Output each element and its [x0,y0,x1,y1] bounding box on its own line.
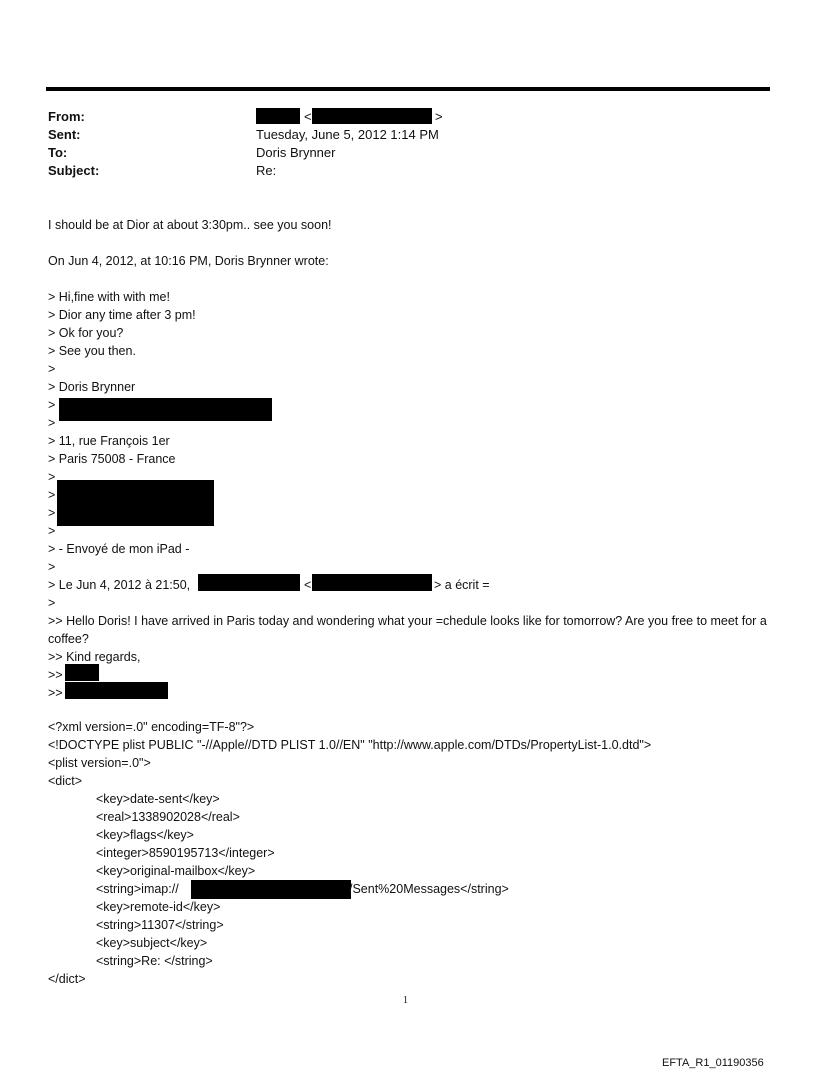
body-line: On Jun 4, 2012, at 10:16 PM, Doris Brynner wrote: [48,254,329,268]
from-label: From: [48,109,85,124]
xml-line: <!DOCTYPE plist PUBLIC "-//Apple//DTD PLIST 1.0//EN" "http://www.apple.com/DTDs/PropertyList-1.0.dtd"> [48,738,652,752]
quote-line: >> [48,668,63,682]
quote-line: > Hi,fine with with me! [48,290,170,304]
quote-line: > Paris 75008 - France [48,452,176,466]
quote-line: > Dior any time after 3 pm! [48,308,196,322]
quote-line: > - Envoyé de mon iPad - [48,542,190,556]
from-gt: > [435,109,443,124]
xml-line: <key>flags</key> [96,828,194,842]
redaction-sender-name [256,108,300,124]
quote-line: > [48,506,56,520]
xml-line: </dict> [48,972,86,986]
page-number: 1 [403,995,408,1006]
xml-line-suffix: /Sent%20Messages</string> [349,882,509,896]
body-line: I should be at Dior at about 3:30pm.. see you soon! [48,218,332,232]
redaction-contact-block [57,480,214,526]
quote-line: > [48,524,56,538]
quote-line: > 11, rue François 1er [48,434,170,448]
xml-line: <string>imap:// [96,882,179,896]
redaction-full-name [65,682,168,699]
quote-line: > [48,470,56,484]
quote-line: > Le Jun 4, 2012 à 21:50, [48,578,191,592]
redaction-email [312,574,432,591]
xml-line: <dict> [48,774,83,788]
redaction-first-name [65,664,99,681]
quote-line: > [48,362,56,376]
quote-line: > See you then. [48,344,136,358]
xml-line: <?xml version=.0" encoding=TF-8"?> [48,720,255,734]
quote-line: > [48,488,56,502]
to-label: To: [48,145,68,160]
redaction-mailbox [191,880,351,899]
xml-line: <key>remote-id</key> [96,900,221,914]
xml-line: <key>subject</key> [96,936,208,950]
quote-line-suffix: > a écrit = [434,578,490,592]
quote-line: > [48,416,56,430]
subject-label: Subject: [48,163,100,178]
quote-line: >> [48,686,63,700]
xml-line: <string>11307</string> [96,918,224,932]
quote-line: > [48,560,56,574]
from-lt: < [304,109,312,124]
xml-line: <key>date-sent</key> [96,792,220,806]
xml-line: <integer>8590195713</integer> [96,846,275,860]
subject-value: Re: [256,163,277,178]
redaction-name [198,574,300,591]
quote-line: >> Hello Doris! I have arrived in Paris today and wondering what your =chedule looks like for tomorrow? Are you free to meet for a coffee? [48,614,767,646]
redaction-signature [59,398,272,421]
quote-lt: < [304,578,312,592]
quote-line: > Doris Brynner [48,380,136,394]
header-rule [46,87,770,91]
xml-line: <string>Re: </string> [96,954,213,968]
sent-value: Tuesday, June 5, 2012 1:14 PM [256,127,439,142]
xml-line: <plist version=.0"> [48,756,151,770]
quote-line: > Ok for you? [48,326,124,340]
xml-line: <real>1338902028</real> [96,810,240,824]
document-id: EFTA_R1_01190356 [662,1057,764,1069]
quote-line: > [48,398,56,412]
xml-line: <key>original-mailbox</key> [96,864,256,878]
quote-line: >> Kind regards, [48,650,141,664]
redaction-sender-email [312,108,432,124]
sent-label: Sent: [48,127,81,142]
quote-line: > [48,596,56,610]
to-value: Doris Brynner [256,145,336,160]
